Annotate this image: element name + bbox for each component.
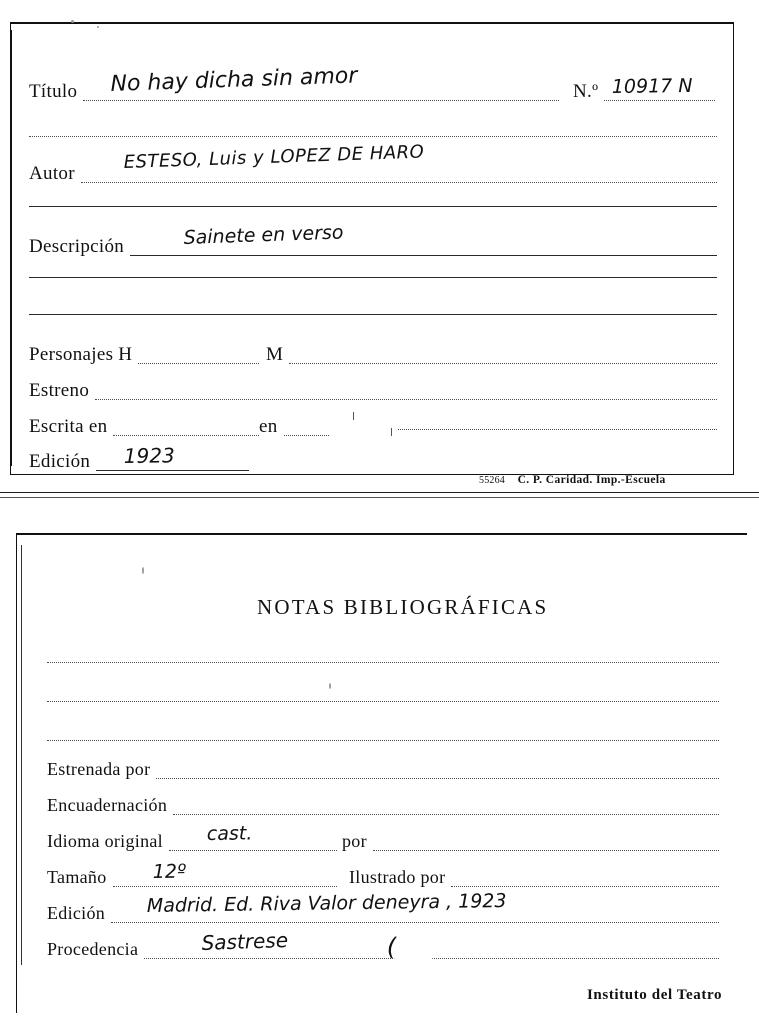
field-personajes-m-line — [289, 349, 717, 364]
institution-footer: Instituto del Teatro — [587, 987, 723, 1003]
field-tamano-value: 12º — [152, 860, 187, 883]
field-en — [259, 417, 329, 436]
paper-smudge — [326, 406, 400, 440]
titulo-underline-2 — [29, 136, 717, 137]
speck-mark — [97, 26, 99, 28]
field-descripcion — [29, 237, 717, 256]
imprint-text: C. P. Caridad. Imp.-Escuela — [517, 474, 666, 486]
card-separator — [0, 492, 759, 493]
pen-tick-mark — [391, 428, 392, 436]
field-edicion-value: 1923 — [123, 443, 175, 468]
field-personajes-h — [29, 345, 259, 364]
field-procedencia-label: Procedencia — [47, 939, 139, 959]
catalog-card-bottom — [16, 533, 747, 1013]
field-edicion-bottom-value: Madrid. Ed. Riva Valor deneyra , 1923 — [146, 889, 507, 917]
field-idioma-original-label: Idioma original — [47, 831, 163, 851]
catalog-card-top — [10, 22, 734, 486]
paper-smudge — [387, 955, 439, 977]
pen-tick-mark — [353, 412, 354, 420]
field-edicion-label: Edición — [29, 451, 91, 472]
field-ilustrado-por — [349, 868, 719, 887]
card-separator-shadow — [0, 497, 759, 498]
field-estreno — [29, 381, 717, 400]
imprint-number: 55264 — [479, 475, 505, 486]
descripcion-underline-2 — [29, 277, 717, 278]
field-escrita-en-line — [113, 421, 259, 436]
field-idioma-original — [47, 832, 337, 851]
speck-mark — [71, 20, 74, 23]
field-encuadernacion — [47, 796, 719, 815]
field-encuadernacion-label: Encuadernación — [47, 795, 168, 815]
field-personajes-h-label: Personajes H — [29, 344, 133, 365]
field-personajes-m-label: M — [266, 344, 284, 365]
field-escrita-en-label: Escrita en — [29, 416, 108, 437]
field-tamano-line — [113, 872, 337, 887]
field-numero-value: 10917 N — [611, 74, 693, 98]
speck-mark — [142, 567, 144, 574]
field-en-label: en — [259, 416, 278, 437]
field-edicion-bottom-label: Edición — [47, 903, 106, 923]
field-tamano — [47, 868, 337, 887]
blank-note-line — [47, 701, 719, 702]
field-ilustrado-por-label: Ilustrado por — [349, 867, 446, 887]
field-estrenada-por-label: Estrenada por — [47, 759, 151, 779]
speck-mark — [329, 683, 331, 689]
field-estreno-label: Estreno — [29, 380, 90, 401]
field-procedencia — [47, 940, 719, 959]
field-personajes-m — [266, 345, 717, 364]
imprint-line — [479, 474, 666, 486]
procedencia-paren-mark: ( — [386, 932, 397, 961]
field-titulo-label: Título — [29, 81, 78, 102]
field-idioma-por-label: por — [342, 831, 367, 851]
field-idioma-por-line — [373, 836, 719, 851]
field-ilustrado-por-line — [451, 872, 719, 887]
field-autor-label: Autor — [29, 163, 75, 184]
field-escrita-en — [29, 417, 259, 436]
card-left-rule — [21, 545, 22, 965]
descripcion-underline-3 — [29, 314, 717, 315]
field-titulo-value: No hay dicha sin amor — [110, 63, 358, 97]
field-autor-value: ESTESO, Luis y LOPEZ DE HARO — [123, 141, 425, 173]
blank-note-line — [47, 740, 719, 741]
field-encuadernacion-line — [173, 800, 719, 815]
field-idioma-original-line — [169, 836, 337, 851]
field-estrenada-por-line — [156, 764, 719, 779]
field-estreno-line — [95, 385, 717, 400]
field-personajes-h-line — [138, 349, 259, 364]
blank-note-line — [47, 662, 719, 663]
autor-underline-2 — [29, 206, 717, 207]
field-idioma-por — [342, 832, 719, 851]
bibliographic-notes-heading: NOTAS BIBLIOGRÁFICAS — [257, 595, 549, 619]
field-descripcion-value: Sainete en verso — [183, 221, 344, 249]
field-procedencia-value: Sastrese — [201, 927, 289, 955]
field-en-line — [284, 421, 329, 436]
field-descripcion-label: Descripción — [29, 236, 125, 257]
field-tamano-label: Tamaño — [47, 867, 107, 887]
field-idioma-original-value: cast. — [206, 822, 253, 845]
field-numero-label: N.º — [573, 81, 599, 102]
field-estrenada-por — [47, 760, 719, 779]
